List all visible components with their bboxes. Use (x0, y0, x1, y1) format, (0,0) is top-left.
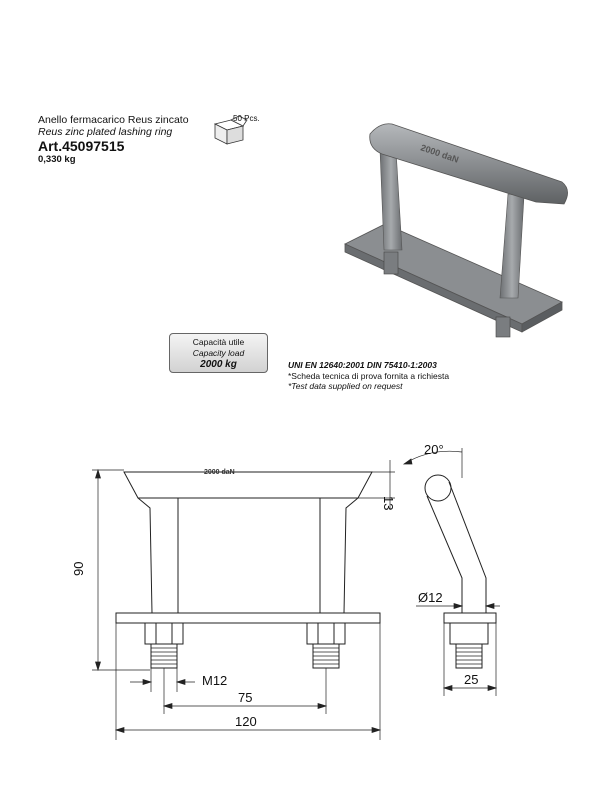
front-top-bar (124, 472, 372, 498)
product-3d-image (340, 112, 580, 352)
right-nut (307, 623, 345, 644)
dim-base-width: 25 (464, 672, 479, 687)
standards-note-en: *Test data supplied on request (288, 381, 403, 391)
dim-bar-diameter: Ø12 (418, 590, 443, 605)
product-weight: 0,330 kg (38, 154, 76, 165)
dim-height: 90 (71, 561, 86, 576)
side-bar-section (425, 475, 451, 501)
product-marking-3d: 2000 daN (419, 142, 460, 165)
product-name-en: Reus zinc plated lashing ring (38, 126, 173, 138)
capacity-box (169, 333, 268, 373)
side-nut (450, 623, 488, 644)
dim-thread: M12 (202, 673, 228, 688)
front-legs (138, 498, 358, 613)
capacity-label-it: Capacità utile (192, 337, 245, 347)
standards-norms: UNI EN 12640:2001 DIN 75410-1:2003 (288, 360, 437, 370)
standards-block (288, 360, 528, 392)
product-name-it: Anello fermacarico Reus zincato (38, 114, 189, 126)
dim-top-thickness: 13 (381, 496, 396, 511)
dim-bolt-spacing: 75 (238, 690, 253, 705)
side-base-plate (444, 613, 496, 623)
packaging-box (213, 114, 273, 150)
left-nut (145, 623, 183, 644)
article-number: Art.45097515 (38, 138, 125, 154)
dim-angle: 20° (424, 442, 444, 457)
dim-total-length: 120 (235, 714, 257, 729)
product-marking-drawing: 2000 daN (204, 469, 235, 476)
capacity-label-en: Capacity load (192, 348, 245, 358)
capacity-value: 2000 kg (200, 359, 237, 370)
technical-drawing (0, 430, 600, 750)
standards-note-it: *Scheda tecnica di prova fornita a richiesta (288, 370, 450, 381)
front-base-plate (116, 613, 380, 623)
packaging-label: 50 Pcs. (233, 114, 260, 123)
product-header (38, 114, 238, 165)
